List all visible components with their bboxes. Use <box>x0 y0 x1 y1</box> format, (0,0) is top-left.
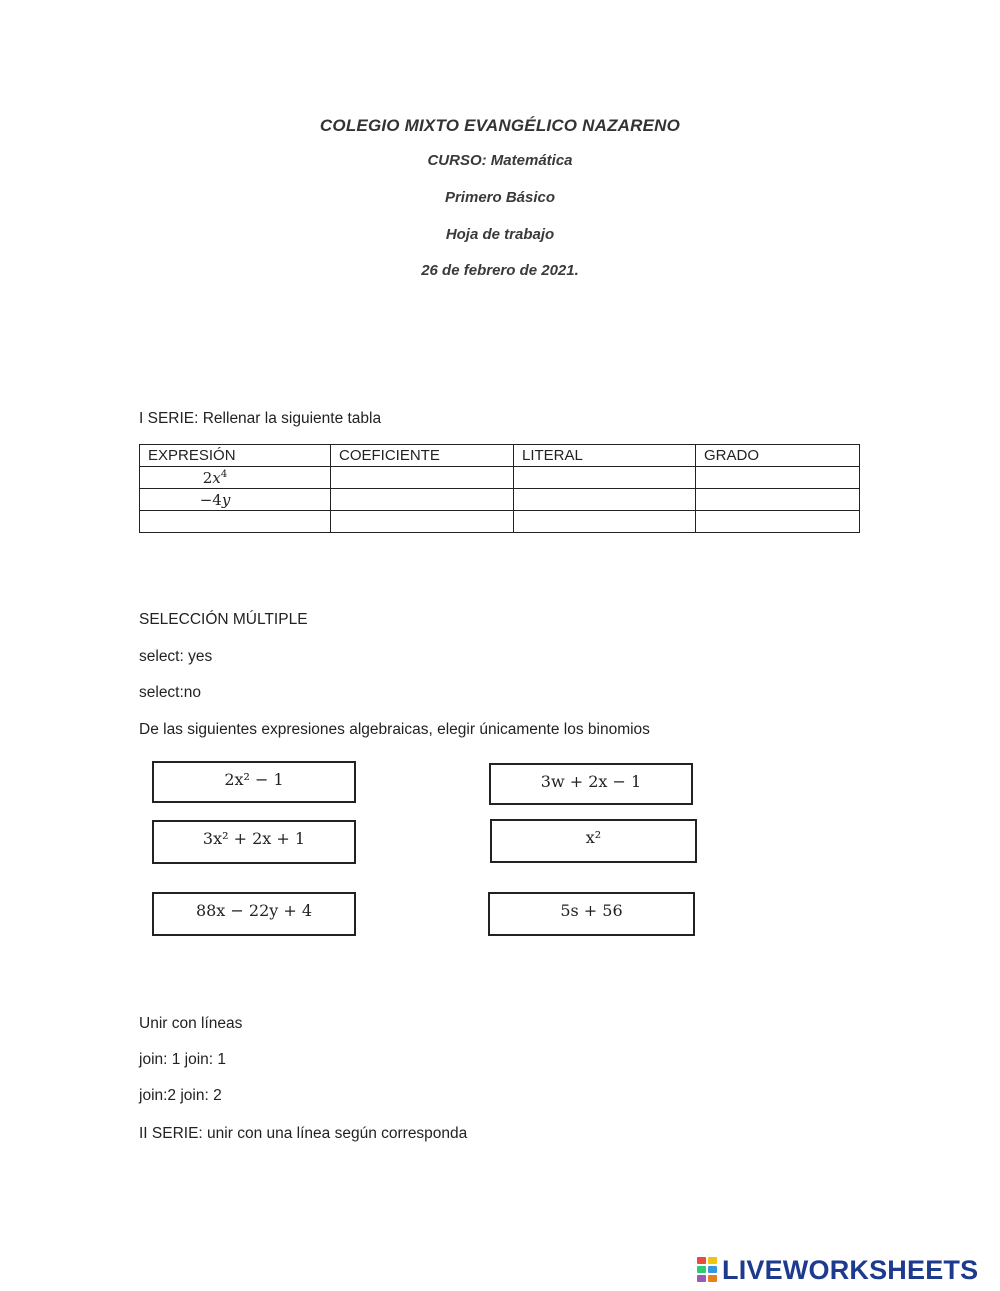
expr-var: x <box>212 468 221 487</box>
table-header-row <box>140 445 860 467</box>
coeficiente-input[interactable] <box>331 467 514 489</box>
expr-exp: 4 <box>220 468 228 480</box>
expr-coef: −4 <box>199 490 222 509</box>
join-heading: Unir con líneas <box>139 1015 243 1032</box>
multiple-choice-instruction: De las siguientes expresiones algebraicas, elegir únicamente los binomios <box>139 721 650 738</box>
expr-coef: 2 <box>202 468 213 487</box>
join-line-2: join:2 join: 2 <box>139 1087 222 1104</box>
multiple-choice-heading: SELECCIÓN MÚLTIPLE <box>139 611 308 628</box>
date-label: 26 de febrero de 2021. <box>421 262 579 279</box>
table-row <box>140 489 860 511</box>
expr-var: y <box>221 490 231 509</box>
column-header: COEFICIENTE <box>331 445 514 467</box>
option-box[interactable]: 3x² + 2x + 1 <box>152 820 356 864</box>
liveworksheets-logo <box>697 1252 978 1288</box>
expression-cell <box>140 489 331 511</box>
option-box[interactable]: 3w + 2x − 1 <box>489 763 693 805</box>
literal-input[interactable] <box>514 489 696 511</box>
join-line-1: join: 1 join: 1 <box>139 1051 227 1068</box>
serie2-instruction: II SERIE: unir con una línea según corresponda <box>139 1125 468 1142</box>
expression-cell <box>140 467 331 489</box>
column-header: LITERAL <box>514 445 696 467</box>
terms-table <box>139 444 860 533</box>
brand-name: LIVEWORKSHEETS <box>722 1254 979 1285</box>
option-box[interactable]: 2x² − 1 <box>152 761 356 803</box>
select-no-label: select:no <box>139 684 202 701</box>
logo-icon <box>697 1257 719 1283</box>
serie1-instruction: I SERIE: Rellenar la siguiente tabla <box>139 410 382 427</box>
option-box[interactable]: x² <box>490 819 697 863</box>
sheet-label: Hoja de trabajo <box>445 226 555 243</box>
literal-input[interactable] <box>514 511 696 533</box>
grado-input[interactable] <box>696 467 860 489</box>
grado-input[interactable] <box>696 489 860 511</box>
coeficiente-input[interactable] <box>331 489 514 511</box>
table-row <box>140 467 860 489</box>
table-row <box>140 511 860 533</box>
select-yes-label: select: yes <box>139 648 213 665</box>
expression-input[interactable] <box>140 511 331 533</box>
option-box[interactable]: 88x − 22y + 4 <box>152 892 356 936</box>
column-header: EXPRESIÓN <box>140 445 331 467</box>
option-box[interactable]: 5s + 56 <box>488 892 695 936</box>
grado-input[interactable] <box>696 511 860 533</box>
course-label: CURSO: Matemática <box>427 152 573 169</box>
literal-input[interactable] <box>514 467 696 489</box>
column-header: GRADO <box>696 445 860 467</box>
coeficiente-input[interactable] <box>331 511 514 533</box>
school-name: COLEGIO MIXTO EVANGÉLICO NAZARENO <box>319 116 681 135</box>
grade-label: Primero Básico <box>444 189 556 206</box>
